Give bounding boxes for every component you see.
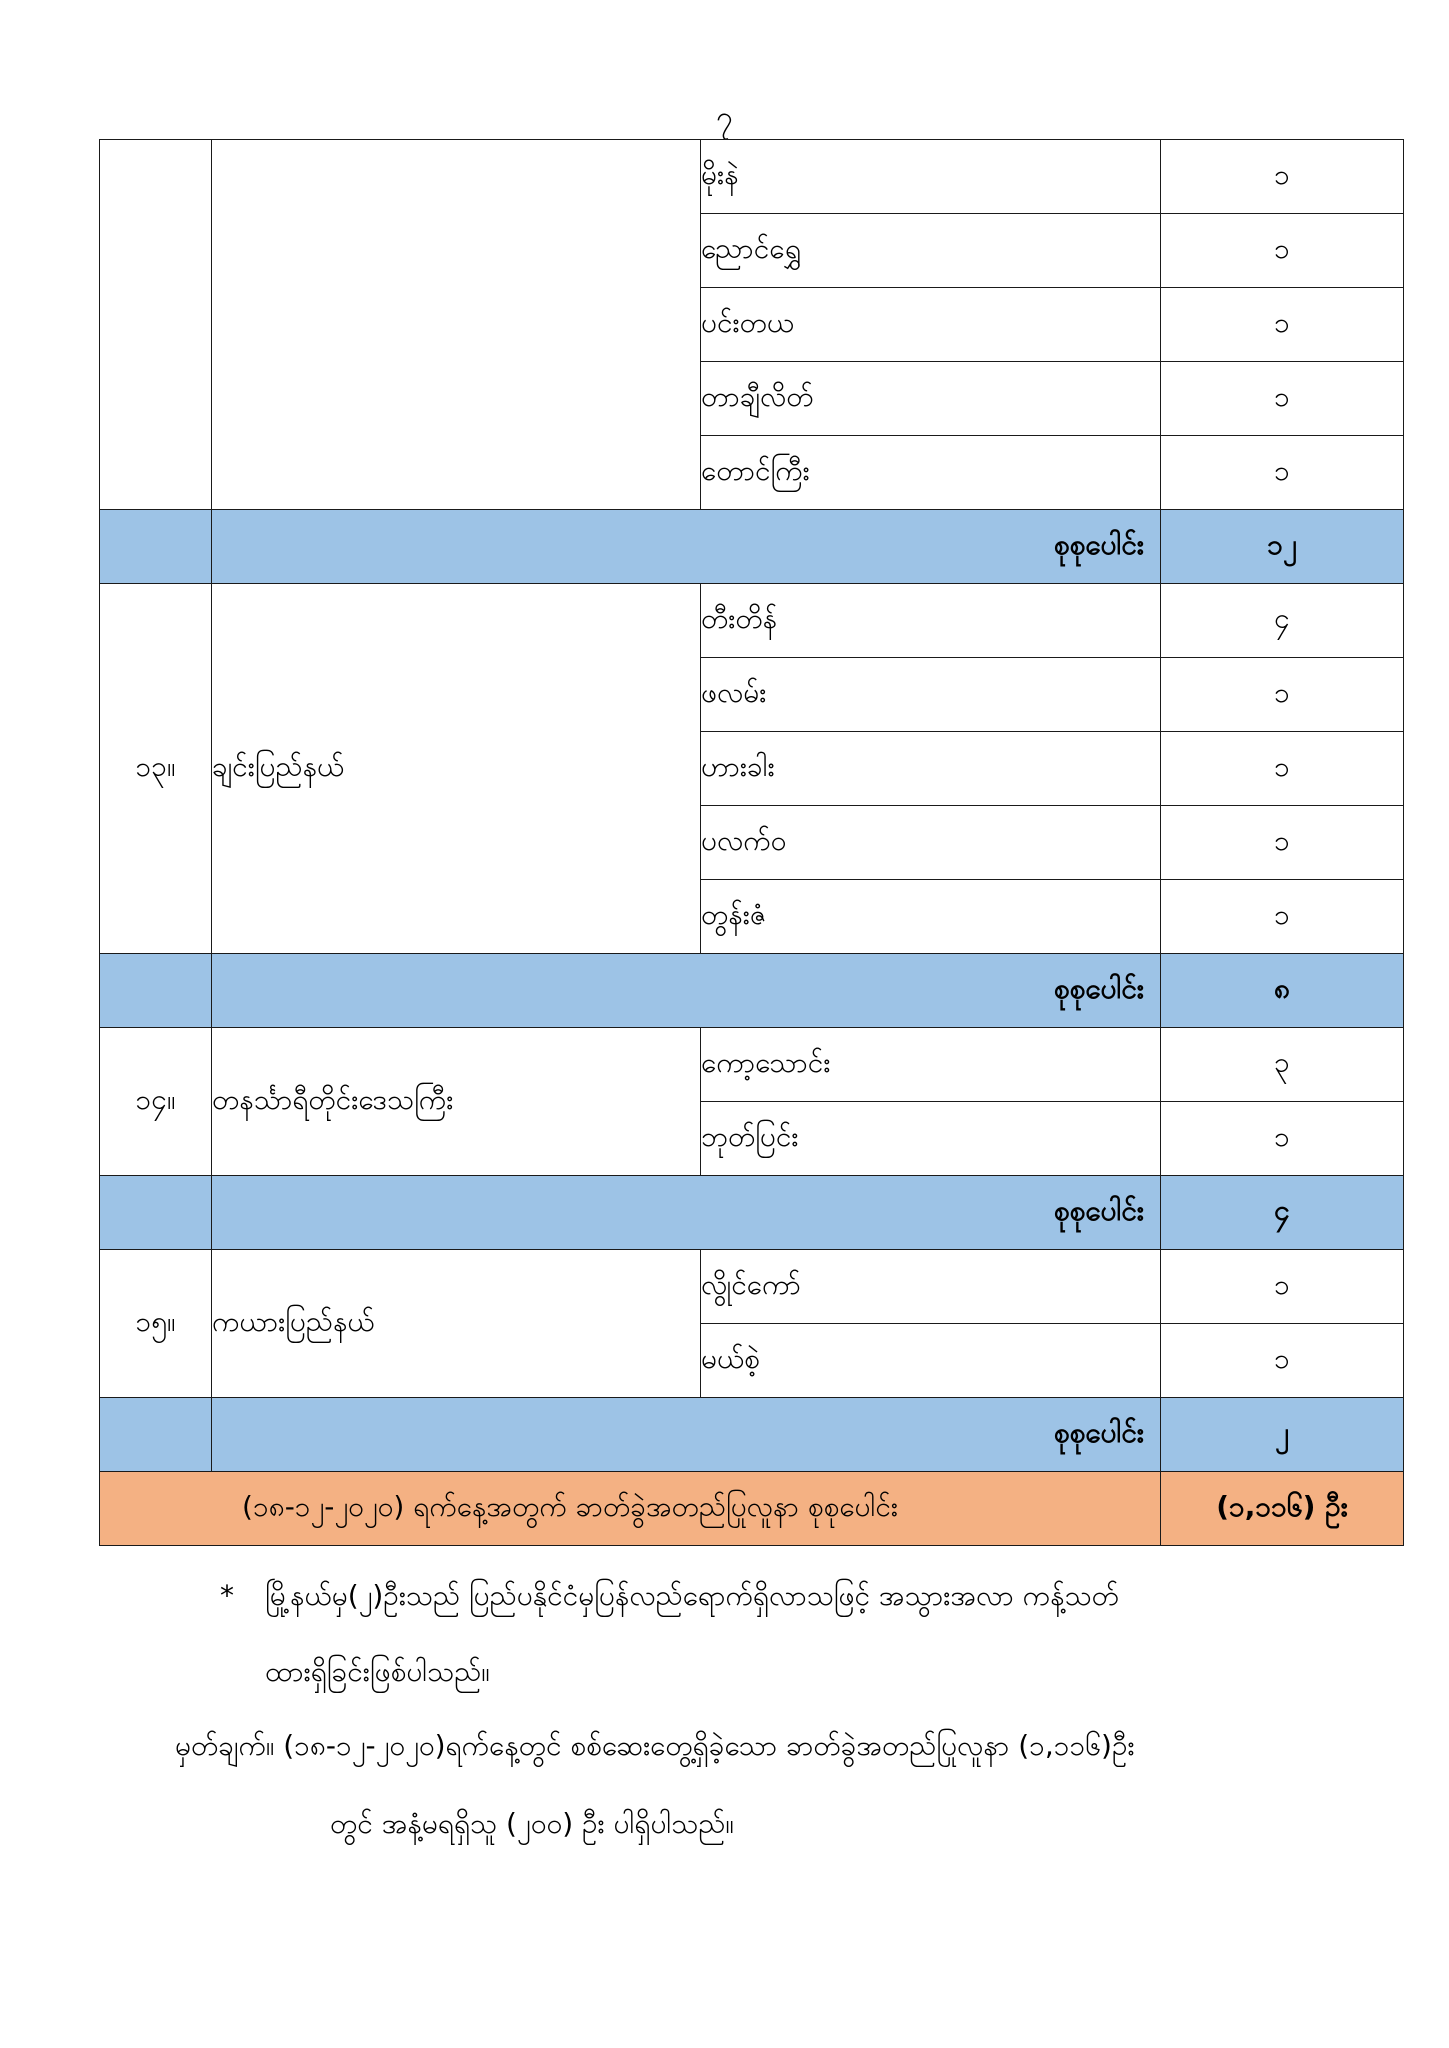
- region-number-cell: [100, 140, 212, 510]
- subtotal-value: ၄: [1161, 1176, 1404, 1250]
- region-name-cell: တနင်္သာရီတိုင်းဒေသကြီး: [212, 1028, 701, 1176]
- township-name-cell: ပလက်ဝ: [701, 806, 1161, 880]
- case-count-cell: ၁: [1161, 288, 1404, 362]
- table-row: [100, 140, 1404, 214]
- township-name-cell: ဖလမ်း: [701, 658, 1161, 732]
- remark-line-1: မှတ်ချက်။ (၁၈-၁၂-၂၀၂၀)ရက်နေ့တွင် စစ်ဆေးတွေ့ရှိခဲ့သော ခာတ်ခွဲအတည်ပြုလူနာ (၁,၁၁၆)ဦး: [175, 1729, 1135, 1762]
- subtotal-value: ၁၂: [1161, 510, 1404, 584]
- subtotal-label: စုစုပေါင်း: [212, 1398, 1161, 1472]
- township-name-cell: ပင်းတယ: [701, 288, 1161, 362]
- remark-line-2: တွင် အနံ့မရရှိသူ (၂၀၀) ဦး ပါရှိပါသည်။: [330, 1807, 734, 1840]
- township-name-cell: မိုးနဲ: [701, 140, 1161, 214]
- subtotal-value: ၂: [1161, 1398, 1404, 1472]
- subtotal-blank-cell: [100, 954, 212, 1028]
- case-count-cell: ၁: [1161, 436, 1404, 510]
- region-name-cell: ချင်းပြည်နယ်: [212, 584, 701, 954]
- township-name-cell: လွိုင်ကော်: [701, 1250, 1161, 1324]
- township-name-cell: တာချီလိတ်: [701, 362, 1161, 436]
- subtotal-row: [100, 510, 1404, 584]
- township-name-cell: ဟားခါး: [701, 732, 1161, 806]
- case-count-table: [99, 139, 1404, 1546]
- township-name-cell: တွန်းဇံ: [701, 880, 1161, 954]
- case-count-cell: ၁: [1161, 140, 1404, 214]
- subtotal-blank-cell: [100, 510, 212, 584]
- township-name-cell: တောင်ကြီး: [701, 436, 1161, 510]
- subtotal-label: စုစုပေါင်း: [212, 510, 1161, 584]
- footnote-asterisk: *: [220, 1579, 234, 1612]
- region-name-cell: ကယားပြည်နယ်: [212, 1250, 701, 1398]
- subtotal-label: စုစုပေါင်း: [212, 1176, 1161, 1250]
- footnote-line-2: ထားရှိခြင်းဖြစ်ပါသည်။: [265, 1655, 490, 1688]
- region-number-cell: ၁၅။: [100, 1250, 212, 1398]
- township-name-cell: ညောင်ရွှေ: [701, 214, 1161, 288]
- table-row: [100, 1250, 1404, 1324]
- region-number-cell: ၁၃။: [100, 584, 212, 954]
- grand-total-value: (၁,၁၁၆) ဦး: [1161, 1472, 1404, 1546]
- subtotal-blank-cell: [100, 1176, 212, 1250]
- case-count-cell: ၁: [1161, 658, 1404, 732]
- subtotal-row: [100, 1398, 1404, 1472]
- grand-total-row: [100, 1472, 1404, 1546]
- case-count-cell: ၁: [1161, 732, 1404, 806]
- case-count-cell: ၁: [1161, 880, 1404, 954]
- case-count-cell: ၁: [1161, 362, 1404, 436]
- footnote-line-1: မြို့နယ်မှ(၂)ဦးသည် ပြည်ပနိုင်ငံမှပြန်လည်ရောက်ရှိလာသဖြင့် အသွားအလာ ကန့်သတ်: [265, 1579, 1119, 1612]
- region-name-cell: [212, 140, 701, 510]
- township-name-cell: ကော့သောင်း: [701, 1028, 1161, 1102]
- township-name-cell: မယ်စဲ့: [701, 1324, 1161, 1398]
- subtotal-value: ၈: [1161, 954, 1404, 1028]
- grand-total-label: (၁၈-၁၂-၂၀၂၀) ရက်နေ့အတွက် ခာတ်ခွဲအတည်ပြုလူနာ စုစုပေါင်း: [100, 1472, 1161, 1546]
- case-count-cell: ၁: [1161, 1250, 1404, 1324]
- table-row: [100, 1028, 1404, 1102]
- subtotal-label: စုစုပေါင်း: [212, 954, 1161, 1028]
- subtotal-row: [100, 1176, 1404, 1250]
- remark-note: [175, 1728, 1375, 1840]
- subtotal-row: [100, 954, 1404, 1028]
- case-count-cell: ၄: [1161, 584, 1404, 658]
- region-number-cell: ၁၄။: [100, 1028, 212, 1176]
- township-name-cell: ဘုတ်ပြင်း: [701, 1102, 1161, 1176]
- case-count-cell: ၃: [1161, 1028, 1404, 1102]
- case-count-cell: ၁: [1161, 214, 1404, 288]
- table-row: [100, 584, 1404, 658]
- township-name-cell: တီးတိန်: [701, 584, 1161, 658]
- case-count-cell: ၁: [1161, 1324, 1404, 1398]
- case-count-cell: ၁: [1161, 806, 1404, 880]
- page-number: ၇: [716, 100, 733, 135]
- subtotal-blank-cell: [100, 1398, 212, 1472]
- case-count-cell: ၁: [1161, 1102, 1404, 1176]
